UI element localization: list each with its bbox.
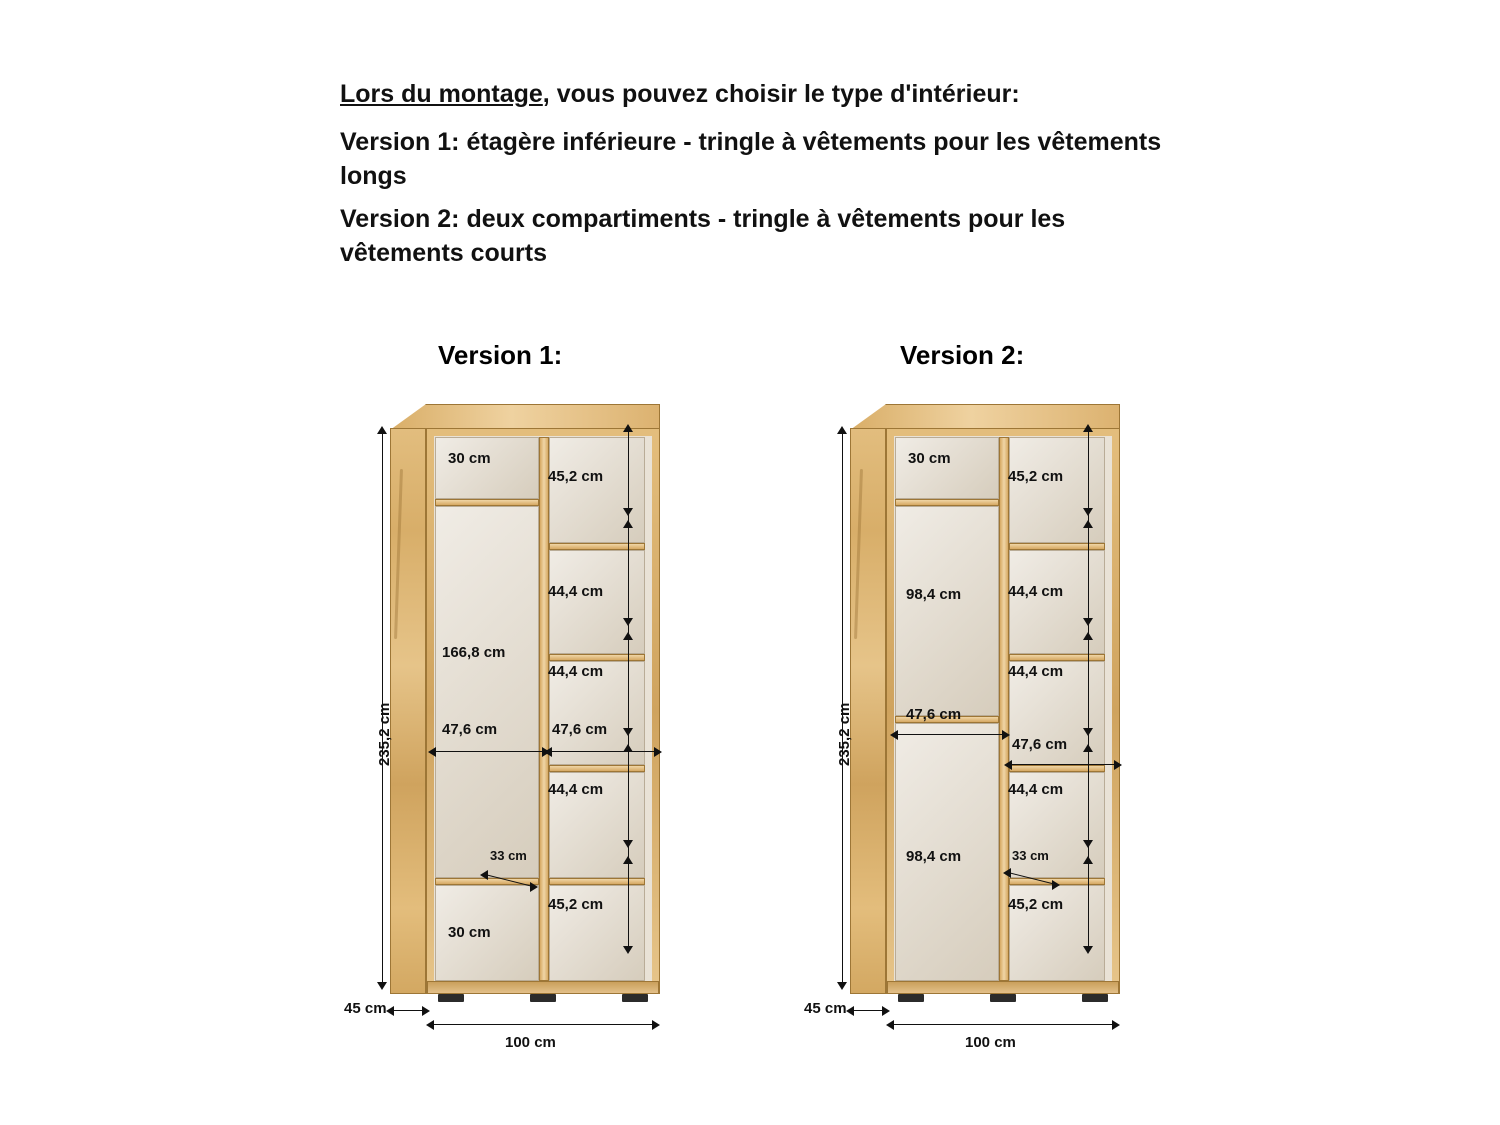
right-width-dim-line: [1008, 764, 1120, 765]
shelf-depth-arrow-left: [480, 870, 488, 880]
intro-line-1-rest: , vous pouvez choisir le type d'intérieur:: [542, 80, 1020, 108]
right-shelf-label-3: 44,4 cm: [1008, 663, 1064, 680]
intro-line-version-2: Version 2: deux compartiments - tringle à vêtements pour les vêtements courts: [340, 205, 1066, 267]
right-shelf-label-2: 44,4 cm: [1008, 583, 1064, 600]
left-width-arrow-left: [890, 730, 898, 740]
rc-arrow-7: [1083, 840, 1093, 848]
left-lower-compartment-label: 98,4 cm: [906, 848, 962, 865]
rc-arrow-8: [1083, 856, 1093, 864]
depth-arrow-left: [386, 1006, 394, 1016]
left-side-panel: [390, 428, 426, 994]
version-2-title: Version 2:: [900, 340, 1025, 370]
right-width-arrow-left: [544, 747, 552, 757]
wardrobe-drawing-v2: [850, 404, 1120, 994]
right-shelf-label-5: 45,2 cm: [1008, 896, 1064, 913]
foot-right: [1082, 994, 1108, 1002]
height-arrow-bottom: [837, 982, 847, 990]
left-bottom-shelf-label: 30 cm: [448, 924, 491, 941]
left-top-shelf-label: 30 cm: [448, 450, 491, 467]
rc-arrow-9: [623, 946, 633, 954]
left-width-label: 47,6 cm: [442, 721, 498, 738]
right-shelf-4: [549, 878, 645, 885]
rc-arrow-8: [623, 856, 633, 864]
left-hanging-label: 166,8 cm: [442, 644, 506, 661]
rc-arrow-2: [623, 520, 633, 528]
foot-left: [438, 994, 464, 1002]
shelf-depth-label: 33 cm: [490, 848, 527, 863]
rc-arrow-6: [1083, 744, 1093, 752]
left-top-compartment: [435, 437, 539, 499]
height-arrow-top: [837, 426, 847, 434]
height-arrow-bottom: [377, 982, 387, 990]
intro-text-block: [340, 78, 1180, 281]
right-shelf-label-1: 45,2 cm: [1008, 468, 1064, 485]
width-label: 100 cm: [505, 1034, 556, 1051]
rc-arrow-0: [1083, 424, 1093, 432]
height-label: 235,2 cm: [376, 702, 393, 766]
right-shelf-label-4: 44,4 cm: [1008, 781, 1064, 798]
foot-mid: [990, 994, 1016, 1002]
depth-label: 45 cm: [344, 1000, 387, 1017]
rc-arrow-3: [623, 618, 633, 626]
right-shelf-3: [1009, 765, 1105, 772]
right-width-label: 47,6 cm: [1012, 736, 1068, 753]
depth-label: 45 cm: [804, 1000, 847, 1017]
shelf-depth-arrow-right: [530, 882, 538, 892]
rc-arrow-5: [1083, 728, 1093, 736]
left-side-panel: [850, 428, 886, 994]
rc-arrow-9: [1083, 946, 1093, 954]
version-1-title: Version 1:: [438, 340, 563, 370]
right-shelf-label-2: 44,4 cm: [548, 583, 604, 600]
right-shelf-1: [1009, 543, 1105, 550]
left-top-shelf-label: 30 cm: [908, 450, 951, 467]
rc-arrow-4: [1083, 632, 1093, 640]
width-arrow-right: [652, 1020, 660, 1030]
right-shelf-label-3: 44,4 cm: [548, 663, 604, 680]
wardrobe-drawing-v1: [390, 404, 660, 994]
base-panel: [887, 981, 1119, 994]
right-width-arrow-left: [1004, 760, 1012, 770]
top-panel: [390, 404, 660, 430]
rc-arrow-0: [623, 424, 633, 432]
depth-arrow-right: [882, 1006, 890, 1016]
version-1-diagram: [330, 396, 750, 1076]
top-panel: [850, 404, 1120, 430]
rc-arrow-7: [623, 840, 633, 848]
depth-arrow-left: [846, 1006, 854, 1016]
rc-arrow-6: [623, 744, 633, 752]
right-shelf-label-4: 44,4 cm: [548, 781, 604, 798]
foot-right: [622, 994, 648, 1002]
right-width-arrow-right: [1114, 760, 1122, 770]
width-arrow-left: [886, 1020, 894, 1030]
width-label: 100 cm: [965, 1034, 1016, 1051]
right-shelf-3: [549, 765, 645, 772]
right-shelf-1: [549, 543, 645, 550]
left-upper-compartment: [895, 506, 999, 716]
width-dim-line: [430, 1024, 658, 1025]
shelf-depth-label: 33 cm: [1012, 848, 1049, 863]
right-shelf-2: [549, 654, 645, 661]
foot-left: [898, 994, 924, 1002]
rc-arrow-2: [1083, 520, 1093, 528]
rc-arrow-4: [623, 632, 633, 640]
left-width-dim-line: [432, 751, 548, 752]
right-shelf-label-1: 45,2 cm: [548, 468, 604, 485]
left-width-label: 47,6 cm: [906, 706, 962, 723]
base-panel: [427, 981, 659, 994]
right-width-dim-line: [548, 751, 660, 752]
left-upper-compartment-label: 98,4 cm: [906, 586, 962, 603]
rc-arrow-3: [1083, 618, 1093, 626]
rc-arrow-5: [623, 728, 633, 736]
right-shelf-label-5: 45,2 cm: [548, 896, 604, 913]
intro-line-1-bold: Lors du montage: [340, 80, 543, 108]
left-top-shelf: [435, 499, 539, 506]
height-label: 235,2 cm: [836, 702, 853, 766]
depth-arrow-right: [422, 1006, 430, 1016]
width-arrow-right: [1112, 1020, 1120, 1030]
rc-arrow-1: [623, 508, 633, 516]
shelf-depth-arrow-right: [1052, 880, 1060, 890]
left-width-arrow-right: [1002, 730, 1010, 740]
shelf-depth-arrow-left: [1003, 868, 1011, 878]
right-shelf-2: [1009, 654, 1105, 661]
width-dim-line: [890, 1024, 1118, 1025]
intro-line-1: [340, 78, 1180, 112]
right-width-arrow-right: [654, 747, 662, 757]
intro-line-version-1: Version 1: étagère inférieure - tringle à vêtements pour les vêtements longs: [340, 127, 1162, 190]
left-top-compartment: [895, 437, 999, 499]
left-hanging-compartment: [435, 506, 539, 878]
right-width-label: 47,6 cm: [552, 721, 608, 738]
height-arrow-top: [377, 426, 387, 434]
foot-mid: [530, 994, 556, 1002]
left-width-dim-line: [894, 734, 1008, 735]
rc-arrow-1: [1083, 508, 1093, 516]
left-top-shelf: [895, 499, 999, 506]
left-width-arrow-left: [428, 747, 436, 757]
width-arrow-left: [426, 1020, 434, 1030]
version-2-diagram: [790, 396, 1210, 1076]
